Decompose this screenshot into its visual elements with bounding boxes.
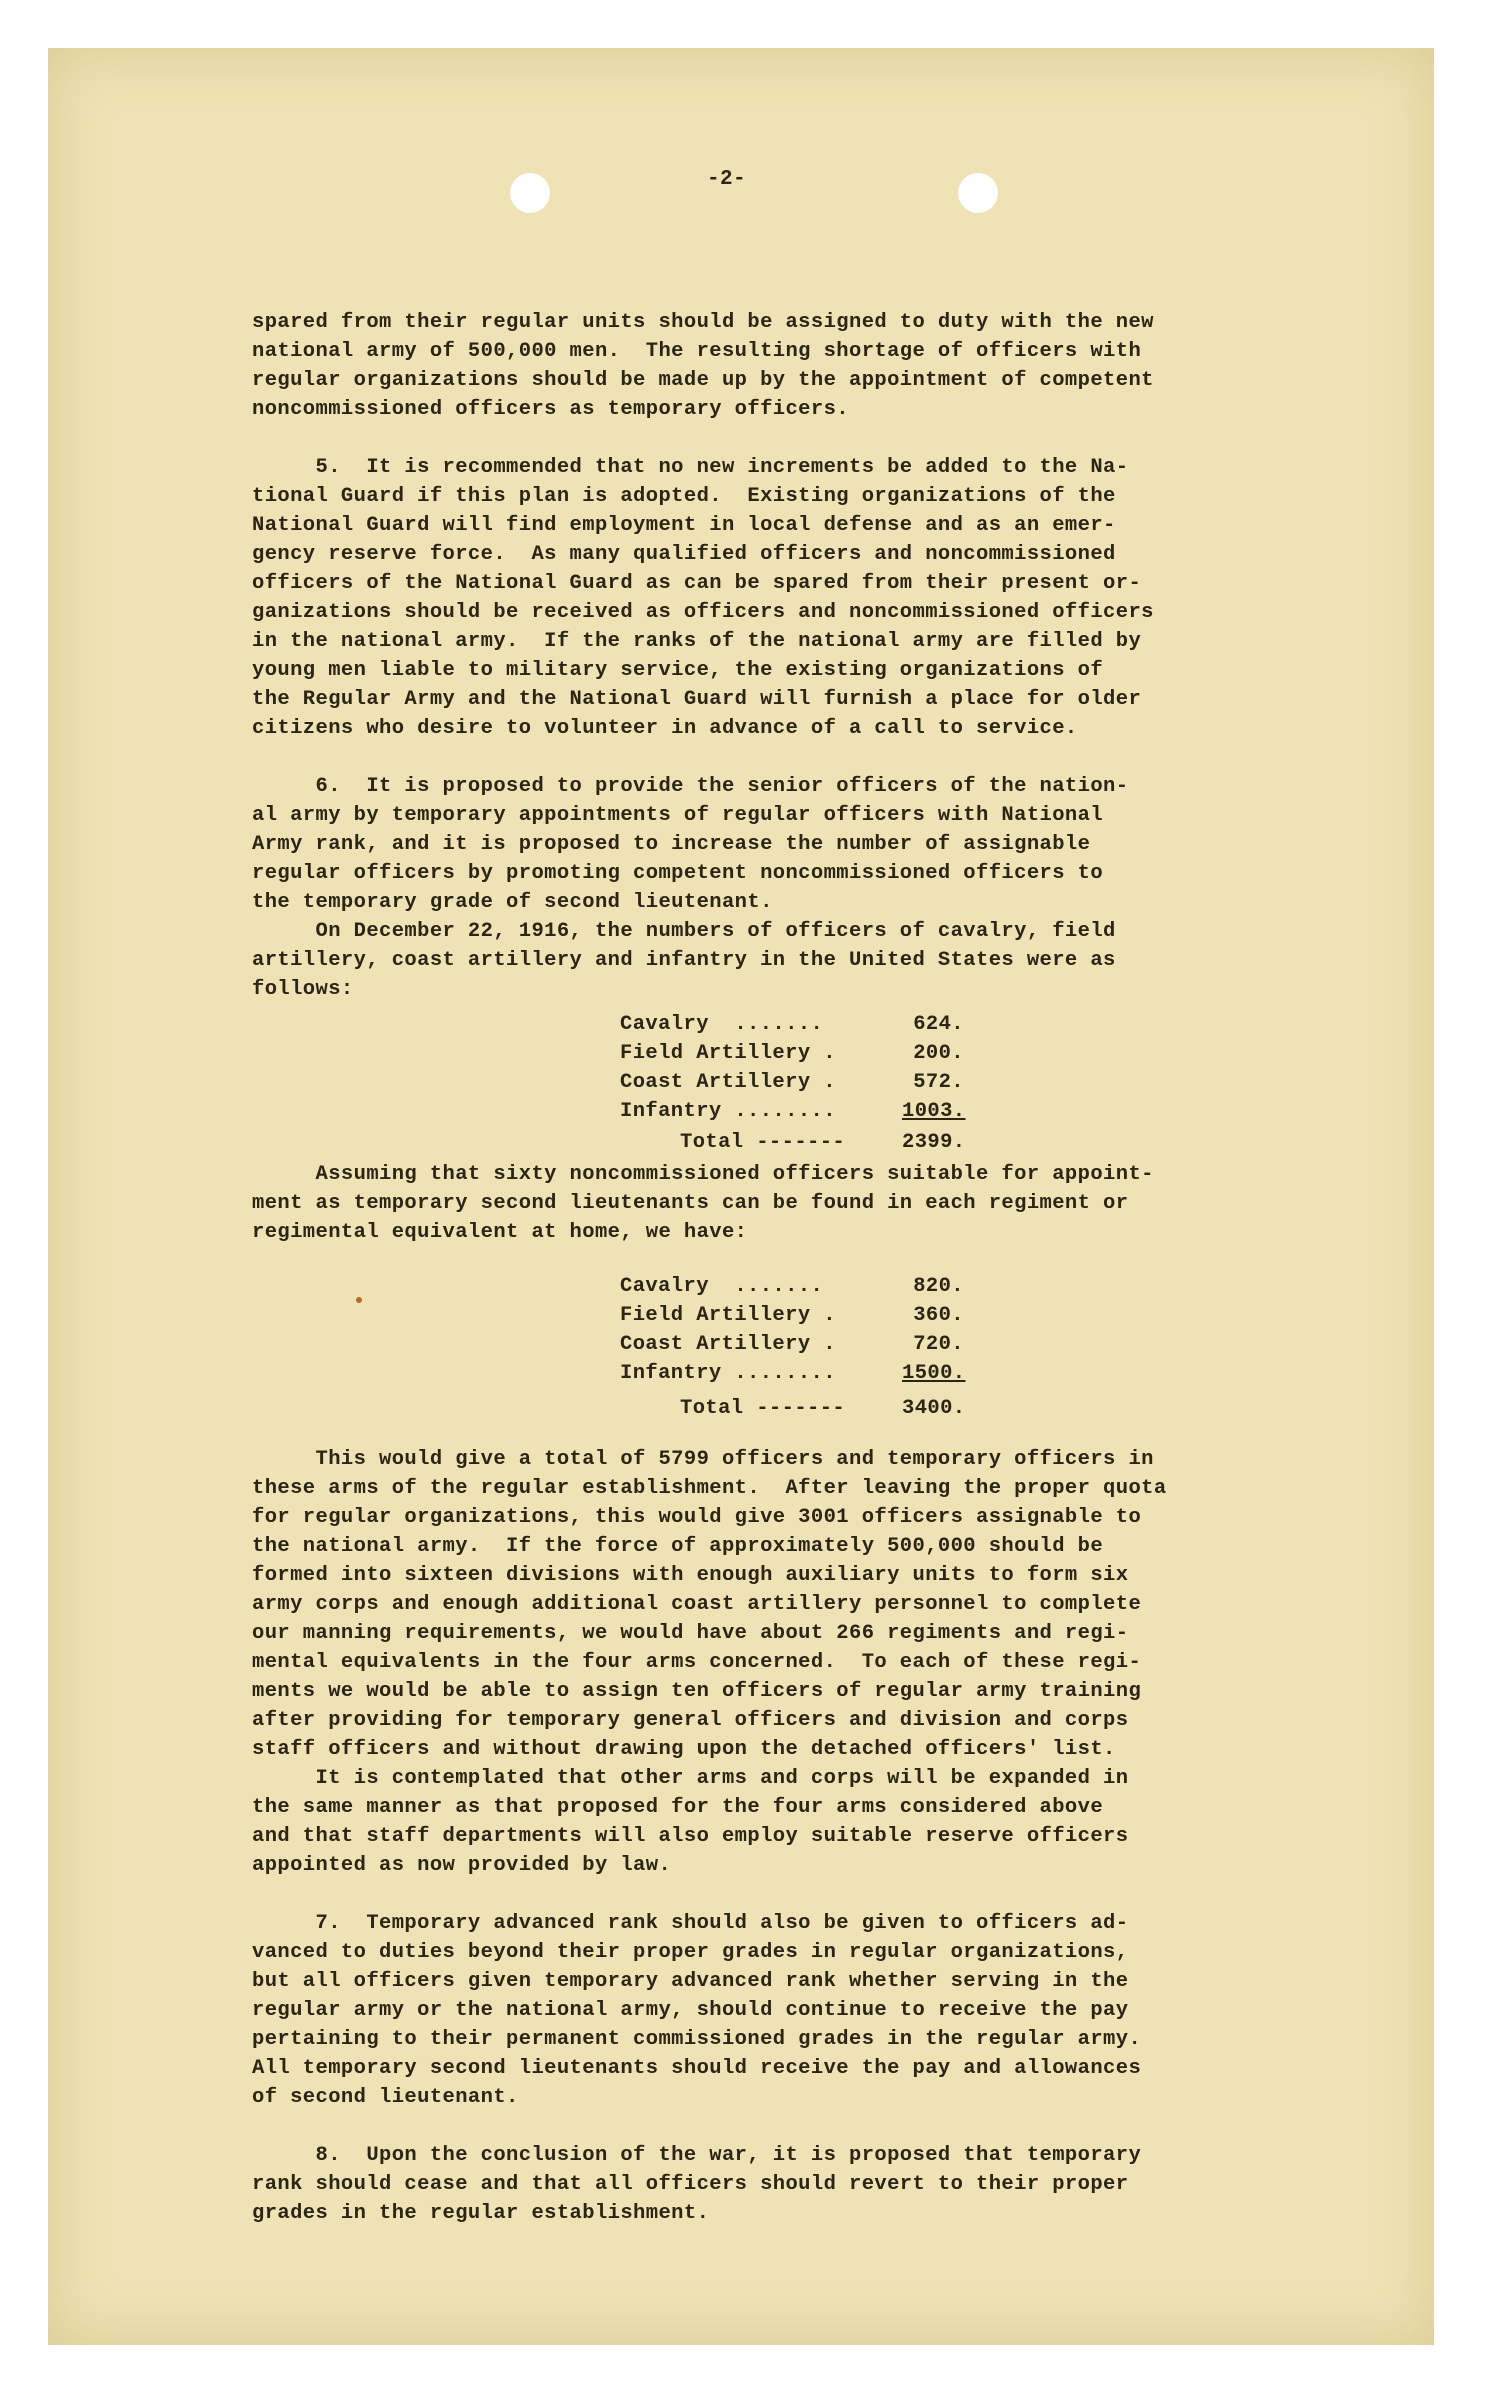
text-line: regimental equivalent at home, we have: xyxy=(252,1221,748,1244)
text-line: national army of 500,000 men. The resulting shortage of officers with xyxy=(252,340,1142,363)
page-number: -2- xyxy=(707,168,747,191)
text-line: On December 22, 1916, the numbers of officers of cavalry, field xyxy=(252,920,1116,943)
text-line: grades in the regular establishment. xyxy=(252,2202,710,2225)
text-line: after providing for temporary general officers and division and corps xyxy=(252,1709,1129,1732)
punch-hole-right xyxy=(958,173,998,213)
text-line: rank should cease and that all officers should revert to their proper xyxy=(252,2173,1129,2196)
text-line: All temporary second lieutenants should receive the pay and allowances xyxy=(252,2057,1142,2080)
table-row-label: Field Artillery . xyxy=(620,1042,836,1065)
table-row-value: 1500. xyxy=(902,1362,966,1385)
text-line: our manning requirements, we would have about 266 regiments and regi- xyxy=(252,1622,1129,1645)
text-line: but all officers given temporary advanced rank whether serving in the xyxy=(252,1970,1129,1993)
table-row-value: 624. xyxy=(913,1013,964,1036)
text-line: Army rank, and it is proposed to increase the number of assignable xyxy=(252,833,1091,856)
table-row-value: 360. xyxy=(913,1304,964,1327)
text-line: army corps and enough additional coast artillery personnel to complete xyxy=(252,1593,1142,1616)
table-row-label: Cavalry ....... xyxy=(620,1013,824,1036)
text-line: Assuming that sixty noncommissioned officers suitable for appoint- xyxy=(252,1163,1154,1186)
table-total-label: Total ------- xyxy=(680,1397,846,1420)
table-row-label: Coast Artillery . xyxy=(620,1071,836,1094)
table-total-label: Total ------- xyxy=(680,1131,846,1154)
text-line: tional Guard if this plan is adopted. Existing organizations of the xyxy=(252,485,1116,508)
text-line: the national army. If the force of approximately 500,000 should be xyxy=(252,1535,1104,1558)
ink-spot xyxy=(356,1297,362,1303)
text-line: noncommissioned officers as temporary officers. xyxy=(252,398,849,421)
table-row-value: 820. xyxy=(913,1275,964,1298)
text-line: artillery, coast artillery and infantry in the United States were as xyxy=(252,949,1116,972)
text-line: ganizations should be received as officers and noncommissioned officers xyxy=(252,601,1154,624)
text-line: mental equivalents in the four arms concerned. To each of these regi- xyxy=(252,1651,1142,1674)
text-line: It is contemplated that other arms and corps will be expanded in xyxy=(252,1767,1129,1790)
text-line: ments we would be able to assign ten officers of regular army training xyxy=(252,1680,1142,1703)
text-line: spared from their regular units should be assigned to duty with the new xyxy=(252,311,1154,334)
text-line: National Guard will find employment in local defense and as an emer- xyxy=(252,514,1116,537)
text-line: and that staff departments will also employ suitable reserve officers xyxy=(252,1825,1129,1848)
text-line: 8. Upon the conclusion of the war, it is proposed that temporary xyxy=(252,2144,1142,2167)
text-line: pertaining to their permanent commissioned grades in the regular army. xyxy=(252,2028,1142,2051)
text-line: appointed as now provided by law. xyxy=(252,1854,672,1877)
text-line: This would give a total of 5799 officers and temporary officers in xyxy=(252,1448,1154,1471)
text-line: officers of the National Guard as can be spared from their present or- xyxy=(252,572,1142,595)
text-line: in the national army. If the ranks of the national army are filled by xyxy=(252,630,1142,653)
text-line: 6. It is proposed to provide the senior officers of the nation- xyxy=(252,775,1129,798)
table-total-value: 2399. xyxy=(902,1131,966,1154)
text-line: citizens who desire to volunteer in advance of a call to service. xyxy=(252,717,1078,740)
text-line: ment as temporary second lieutenants can be found in each regiment or xyxy=(252,1192,1129,1215)
table-row-value: 1003. xyxy=(902,1100,966,1123)
punch-hole-left xyxy=(510,173,550,213)
table-row-label: Coast Artillery . xyxy=(620,1333,836,1356)
text-line: al army by temporary appointments of regular officers with National xyxy=(252,804,1104,827)
text-line: regular officers by promoting competent noncommissioned officers to xyxy=(252,862,1104,885)
table-row-value: 720. xyxy=(913,1333,964,1356)
text-line: 7. Temporary advanced rank should also be given to officers ad- xyxy=(252,1912,1129,1935)
table-row-label: Field Artillery . xyxy=(620,1304,836,1327)
text-line: for regular organizations, this would give 3001 officers assignable to xyxy=(252,1506,1142,1529)
text-line: regular army or the national army, should continue to receive the pay xyxy=(252,1999,1129,2022)
text-line: these arms of the regular establishment. After leaving the proper quota xyxy=(252,1477,1167,1500)
table-total-value: 3400. xyxy=(902,1397,966,1420)
text-line: the Regular Army and the National Guard will furnish a place for older xyxy=(252,688,1142,711)
table-row-value: 200. xyxy=(913,1042,964,1065)
text-line: young men liable to military service, the existing organizations of xyxy=(252,659,1104,682)
text-line: 5. It is recommended that no new increments be added to the Na- xyxy=(252,456,1129,479)
text-line: follows: xyxy=(252,978,354,1001)
text-line: regular organizations should be made up by the appointment of competent xyxy=(252,369,1154,392)
text-line: formed into sixteen divisions with enough auxiliary units to form six xyxy=(252,1564,1129,1587)
text-line: the same manner as that proposed for the four arms considered above xyxy=(252,1796,1104,1819)
table-row-label: Infantry ........ xyxy=(620,1362,836,1385)
text-line: vanced to duties beyond their proper grades in regular organizations, xyxy=(252,1941,1129,1964)
text-line: gency reserve force. As many qualified officers and noncommissioned xyxy=(252,543,1116,566)
table-row-label: Infantry ........ xyxy=(620,1100,836,1123)
table-row-value: 572. xyxy=(913,1071,964,1094)
text-line: of second lieutenant. xyxy=(252,2086,519,2109)
text-line: the temporary grade of second lieutenant. xyxy=(252,891,773,914)
text-line: staff officers and without drawing upon the detached officers' list. xyxy=(252,1738,1116,1761)
table-row-label: Cavalry ....... xyxy=(620,1275,824,1298)
